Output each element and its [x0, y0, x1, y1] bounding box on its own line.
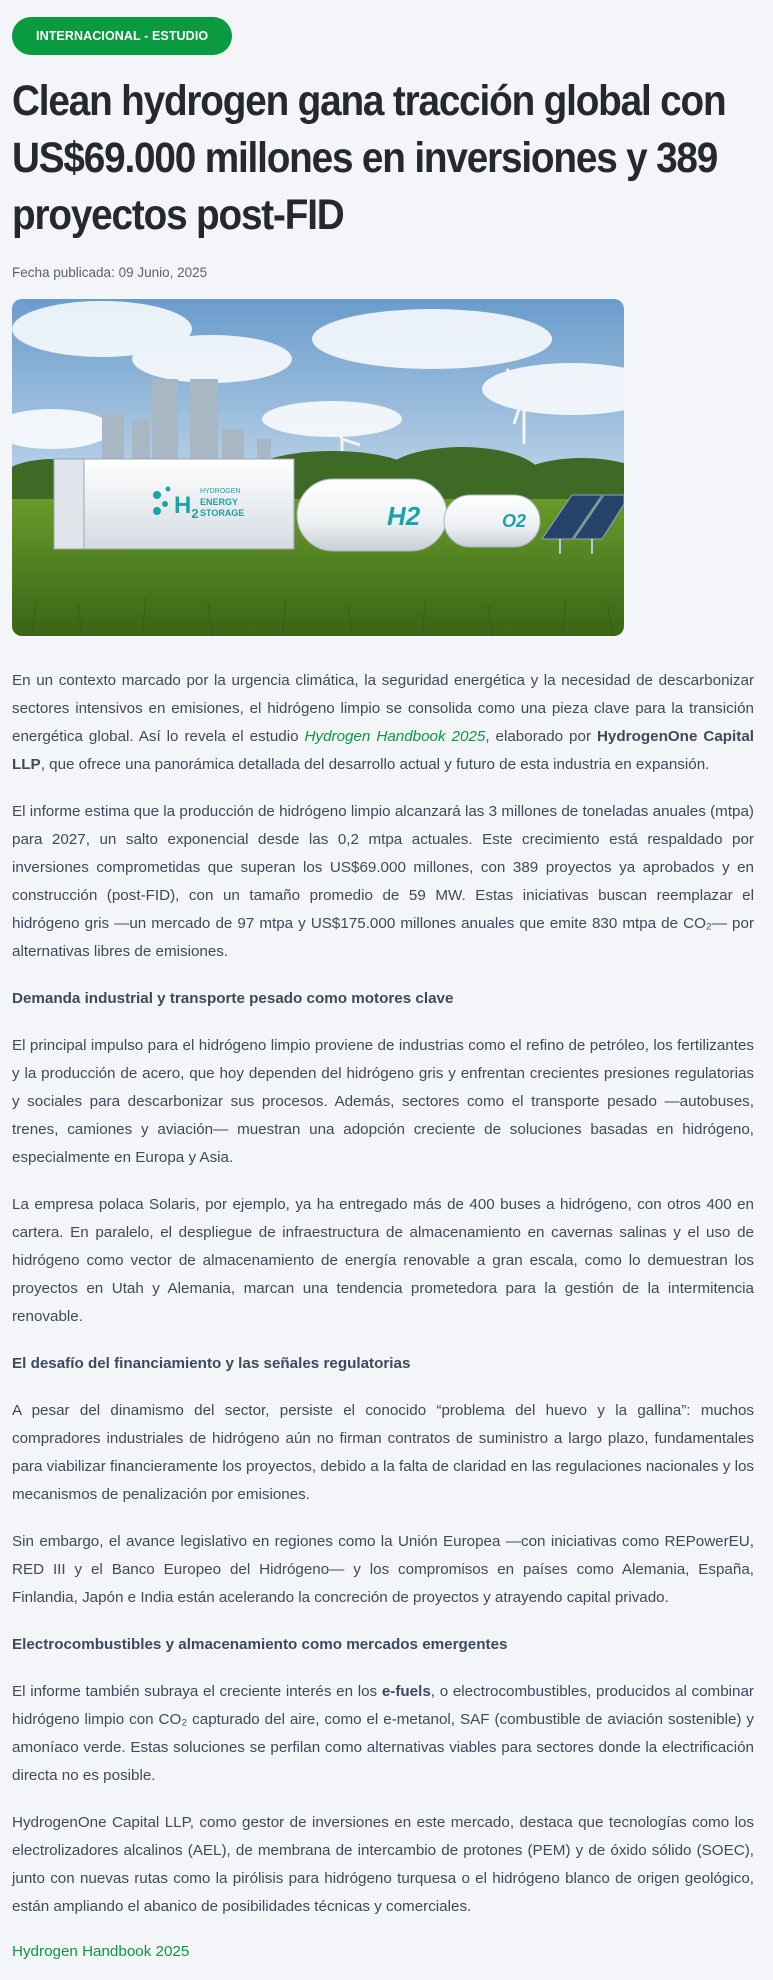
tank-o2-label: O2 [502, 511, 527, 531]
article-title: Clean hydrogen gana tracción global con US$69.000 millones en inversiones y 389 proyectos post-FID [12, 77, 726, 239]
handbook-link-footer[interactable]: Hydrogen Handbook 2025 [12, 1943, 190, 1960]
tank-h2-label: H2 [387, 501, 421, 531]
publish-date: Fecha publicada: 09 Junio, 2025 [12, 265, 208, 280]
paragraph-chicken-egg: A pesar del dinamismo del sector, persiste el conocido “problema del huevo y la gallina”: muchos compradores industriales de hidrógeno aún no firman contratos de suministro a largo plazo, fundamentales para viabilizar financieramente los proyectos, debido a la falta de claridad en las regulaciones nacionales y los mecanismos de penalización por emisiones. [12, 1402, 754, 1503]
paragraph-intro: En un contexto marcado por la urgencia climática, la seguridad energética y la necesidad de descarbonizar sectores intensivos en emisiones, el hidrógeno limpio se consolida como una pieza clave para la transición energética global. Así lo revela el estudio Hydrogen Handbook 2025, elaborado por HydrogenOne Capital LLP, que ofrece una panorámica detallada del desarrollo actual y futuro de esta industria en expansión. [12, 672, 754, 773]
container-label-energy: ENERGY [200, 497, 239, 507]
container-h2-logo-text: $H_2$ [174, 492, 199, 521]
section-heading-demand: Demanda industrial y transporte pesado como motores clave [12, 990, 454, 1007]
paragraph-efuels: El informe también subraya el creciente interés en los e-fuels, o electrocombustibles, producidos al combinar hidrógeno limpio con CO₂ capturado del aire, como el e-metanol, SAF (combustible de aviación sostenible) y amoníaco verde. Estas soluciones se perfilan como alternativas viables para sectores donde la electrificación directa no es posible. [12, 1683, 754, 1784]
category-badge[interactable]: INTERNACIONAL - ESTUDIO [12, 17, 232, 55]
paragraph-production: El informe estima que la producción de hidrógeno limpio alcanzará las 3 millones de toneladas anuales (mtpa) para 2027, un salto exponencial desde las 0,2 mtpa actuales. Este crecimiento está respaldado por inversiones comprometidas que superan los US$69.000 millones, con 389 proyectos ya aprobados y en construcción (post-FID), con un tamaño promedio de 59 MW. Estas iniciativas buscan reemplazar el hidrógeno gris —un mercado de 97 mtpa y US$175.000 millones anuales que emite 830 mtpa de CO₂— por alternativas libres de emisiones. [12, 803, 754, 960]
section-heading-efuels: Electrocombustibles y almacenamiento como mercados emergentes [12, 1636, 508, 1653]
paragraph-technologies: HydrogenOne Capital LLP, como gestor de inversiones en este mercado, destaca que tecnologías como los electrolizadores alcalinos (AEL), de membrana de intercambio de protones (PEM) y de óxido sólido (SOEC), junto con nuevas rutas como la pirólisis para hidrógeno turquesa o el hidrógeno blanco de origen geológico, están ampliando el abanico de posibilidades técnicas y comerciales. [12, 1814, 754, 1915]
article-body [12, 667, 754, 1966]
handbook-link-inline[interactable]: Hydrogen Handbook 2025 [304, 728, 486, 745]
hero-image [12, 299, 624, 636]
container-label-storage: STORAGE [200, 508, 245, 518]
hydrogenone-name: HydrogenOne Capital LLP [12, 728, 754, 773]
efuels-term: e-fuels [381, 1683, 431, 1700]
paragraph-solaris: La empresa polaca Solaris, por ejemplo, ya ha entregado más de 400 buses a hidrógeno, con otros 400 en cartera. En paralelo, el despliegue de infraestructura de almacenamiento en cavernas salinas y el uso de hidrógeno como vector de almacenamiento de energía renovable a gran escala, como lo demuestran los proyectos en Utah y Alemania, marcan una tendencia prometedora para la gestión de la intermitencia renovable. [12, 1196, 754, 1325]
paragraph-industry: El principal impulso para el hidrógeno limpio proviene de industrias como el refino de petróleo, los fertilizantes y la producción de acero, que hoy dependen del hidrógeno gris y enfrentan crecientes presiones regulatorias y sociales para descarbonizar sus procesos. Además, sectores como el transporte pesado —autobuses, trenes, camiones y aviación— muestran una adopción creciente de soluciones basadas en hidrógeno, especialmente en Europa y Asia. [12, 1037, 754, 1166]
section-heading-finance: El desafío del financiamiento y las señales regulatorias [12, 1355, 411, 1372]
container-label-hydrogen: HYDROGEN [200, 488, 241, 495]
paragraph-legislation: Sin embargo, el avance legislativo en regiones como la Unión Europea —con iniciativas como REPowerEU, RED III y el Banco Europeo del Hidrógeno— y los compromisos en países como Alemania, España, Finlandia, Japón e India están acelerando la concreción de proyectos y atrayendo capital privado. [12, 1533, 754, 1606]
